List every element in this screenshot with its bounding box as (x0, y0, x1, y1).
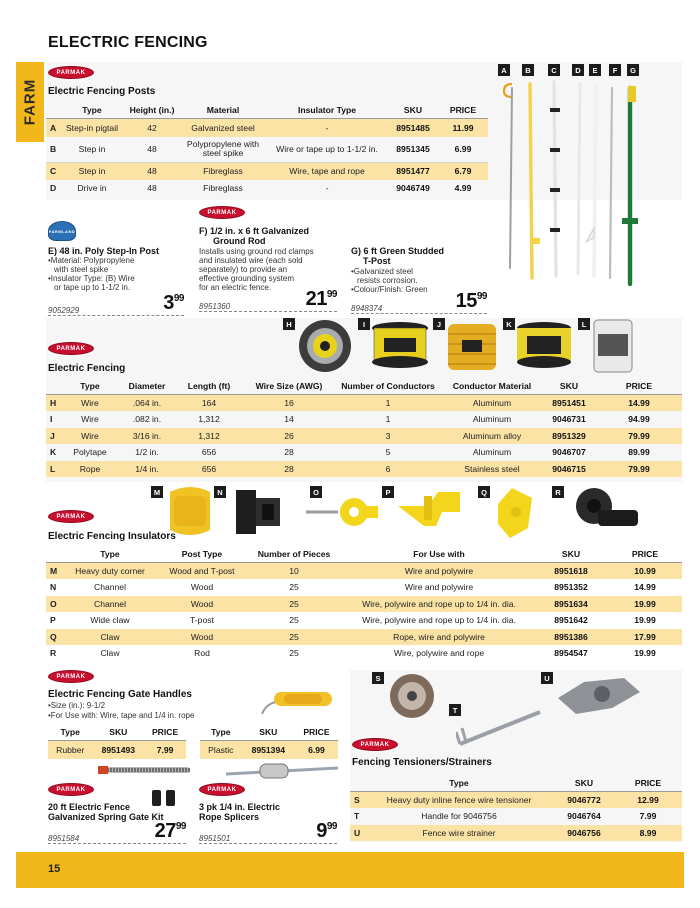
product-gate-kit: 20 ft Electric Fence Galvanized Spring Gate Kit 8951584 $27^{99}$ (48, 802, 186, 843)
farmland-logo: FARMLAND (48, 221, 76, 241)
tensioner-s-image (384, 672, 440, 722)
polytape-k-image (515, 320, 573, 372)
table-row: A Step-in pigtail 42 Galvanized steel - 8951485 11.99 (46, 119, 488, 137)
tensioners-table: Type SKU PRICE S Heavy duty inline fence wire tensioner 9046772 12.99 T Handle for 9046756 9046764 7.99 U Fence wire strainer 9046756 8.99 (350, 775, 682, 841)
insulators-table-wrap (46, 546, 682, 662)
table-row: Q Claw Wood 25 Rope, wire and polywire 8951386 17.99 (46, 629, 682, 646)
parmak-logo: PARMAK (48, 783, 94, 796)
col-material: Material (180, 102, 266, 119)
wide-claw-insulator-p-image (394, 486, 468, 530)
gate-handle-table-right: Type SKU PRICE Plastic 8951394 6.99 (200, 724, 338, 759)
col-type: Type (60, 102, 124, 119)
image-label-p: P (382, 486, 394, 498)
image-label-s: S (372, 672, 384, 684)
page-number: 15 (48, 863, 61, 875)
parmak-logo: PARMAK (352, 738, 398, 751)
col-sku: SKU (388, 102, 438, 119)
image-label-i: I (358, 318, 370, 330)
fencing-table-wrap (46, 378, 682, 477)
product-e: E) 48 in. Poly Step-In Post •Material: Polypropylene with steel spike •Insulator Type: (B) Wire or tape up to 1-1/2 in. 9052929 $3^{99}$ (48, 246, 184, 315)
table-row: P Wide claw T-post 25 Wire, polywire and rope up to 1/4 in. dia. 8951642 19.99 (50, 615, 656, 626)
gate-handle-image (258, 680, 338, 720)
image-label-q: Q (478, 486, 490, 498)
product-f: F) 1/2 in. x 6 ft Galvanized Ground Rod Installs using ground rod clamps and insulated wire (each sold separately) to provide an effective grounding system for an electric fence. 8951360 $21^{99}$ (199, 226, 337, 311)
tensioners-table-wrap (350, 775, 682, 841)
image-label-h: H (283, 318, 295, 330)
table-row: I Wire .082 in. 1,312 14 1 Aluminum 9046731 94.99 (50, 414, 650, 425)
table-row: H Wire .064 in. 164 16 1 Aluminum 8951451 14.99 (46, 395, 682, 412)
image-label-u: U (541, 672, 553, 684)
image-label-t: T (449, 704, 461, 716)
tensioners-section-title: Fencing Tensioners/Strainers (352, 757, 492, 768)
col-height: Height (in.) (124, 102, 180, 119)
table-row: L Rope 1/4 in. 656 28 6 Stainless steel 9046715 79.99 (46, 461, 682, 478)
table-row: J Wire 3/16 in. 1,312 26 3 Aluminum alloy 8951329 79.99 (46, 428, 682, 445)
parmak-logo: PARMAK (199, 206, 245, 219)
price-g: $15^{99}$ (455, 290, 487, 312)
posts-section-title: Electric Fencing Posts (48, 86, 156, 97)
claw-insulator-q-image (490, 484, 540, 542)
price-e: $3^{99}$ (163, 292, 184, 314)
table-row: U Fence wire strainer 9046756 8.99 (350, 825, 682, 842)
rope-l-image (592, 318, 634, 374)
fence-posts-illustration (488, 78, 648, 288)
gate-handle-table-left: Type SKU PRICE Rubber 8951493 7.99 (48, 724, 186, 759)
fencing-section-title: Electric Fencing (48, 363, 126, 374)
posts-table-wrap (46, 102, 488, 197)
product-g: G) 6 ft Green Studded T-Post •Galvanized steel resists corrosion. •Colour/Finish: Green 8948374 $15^{99}$ (351, 246, 487, 313)
table-row: N Channel Wood 25 Wire and polywire 8951352 14.99 (50, 582, 656, 593)
price-f: $21^{99}$ (305, 288, 337, 310)
image-label-j: J (433, 318, 445, 330)
table-row: S Heavy duty inline fence wire tensioner 9046772 12.99 (350, 792, 682, 809)
claw-insulator-r-image (564, 484, 644, 540)
parmak-logo: PARMAK (48, 510, 94, 523)
rope-splicer-image (226, 760, 338, 782)
image-label-a: A (498, 64, 510, 76)
image-label-f: F (609, 64, 621, 76)
page-footer (16, 852, 684, 888)
image-label-o: O (310, 486, 322, 498)
section-tab-farm: FARM (16, 62, 44, 142)
table-row: B Step in 48 Polypropylene with steel spike Wire or tape up to 1-1/2 in. 8951345 6.99 (46, 137, 488, 163)
strainer-u-image (552, 672, 644, 720)
channel-insulator-n-image (226, 484, 286, 540)
image-label-m: M (151, 486, 163, 498)
wire-spool-h-image (296, 318, 354, 374)
product-splicers: 3 pk 1/4 in. Electric Rope Splicers 8951501 $9^{99}$ (199, 802, 337, 843)
insulators-section-title: Electric Fencing Insulators (48, 531, 176, 542)
image-label-k: K (503, 318, 515, 330)
table-row: O Channel Wood 25 Wire, polywire and rope up to 1/4 in. dia. 8951634 19.99 (46, 596, 682, 613)
table-row: K Polytape 1/2 in. 656 28 5 Aluminum 9046707 89.99 (50, 447, 650, 458)
posts-table (46, 102, 488, 197)
parmak-logo: PARMAK (48, 66, 94, 79)
wire-spool-i-image (370, 320, 430, 372)
image-label-n: N (214, 486, 226, 498)
polywire-j-image (446, 320, 498, 374)
image-label-c: C (548, 64, 560, 76)
image-label-d: D (572, 64, 584, 76)
gate-handles-title: Electric Fencing Gate Handles (48, 689, 192, 700)
table-row: M Heavy duty corner Wood and T-post 10 Wire and polywire 8951618 10.99 (46, 563, 682, 580)
parmak-logo: PARMAK (48, 670, 94, 683)
table-row: T Handle for 9046756 9046764 7.99 (354, 811, 657, 822)
col-insulator: Insulator Type (266, 102, 388, 119)
channel-insulator-o-image (304, 494, 380, 528)
parmak-logo: PARMAK (48, 342, 94, 355)
fencing-table: Type Diameter Length (ft) Wire Size (AWG) Number of Conductors Conductor Material SKU PRICE H Wire .064 in. 164 16 1 Aluminum 8951451 14.99 I Wire .082 in. 1,312 14 1 Aluminum 9046731 94.99 J Wire 3/16 in. 1,312 26 3 Aluminum alloy 8951329 79.99 K Polytape 1/2 in. 656 28 5 Aluminum 9046707 89.99 L Rope 1/4 in. 656 28 6 Stainless steel 9046715 79.99 (46, 378, 682, 477)
image-label-b: B (522, 64, 534, 76)
table-row: Rubber 8951493 7.99 (48, 741, 186, 759)
price-splicers: $9^{99}$ (316, 820, 337, 842)
image-label-l: L (578, 318, 590, 330)
page-title: ELECTRIC FENCING (48, 34, 208, 51)
parmak-logo: PARMAK (199, 783, 245, 796)
handle-t-image (456, 706, 546, 750)
image-label-r: R (552, 486, 564, 498)
image-label-e: E (589, 64, 601, 76)
image-label-g: G (627, 64, 639, 76)
spring-gate-kit-image (96, 762, 192, 778)
table-row: C Step in 48 Fibreglass Wire, tape and rope 8951477 6.79 (46, 163, 488, 180)
price-gate-kit: $27^{99}$ (154, 820, 186, 842)
table-row: D Drive in 48 Fibreglass - 9046749 4.99 (50, 183, 472, 193)
col-price: PRICE (438, 102, 488, 119)
table-row: R Claw Rod 25 Wire, polywire and rope 8954547 19.99 (50, 648, 656, 659)
insulators-table: Type Post Type Number of Pieces For Use with SKU PRICE M Heavy duty corner Wood and T-post 10 Wire and polywire 8951618 10.99 N Channel Wood 25 Wire and polywire 8951352 14.99 O Channel Wood 25 Wire, polywire and rope up to 1/4 in. dia. 8951634 19.99 P Wide claw T-post 25 Wire, polywire and rope up to 1/4 in. dia. 8951642 19.99 Q Claw Wood 25 Rope, wire and polywire 8951386 17.99 R Claw Rod 25 Wire, polywire and rope 8954547 19.99 (46, 546, 682, 662)
table-row: Plastic 8951394 6.99 (200, 741, 338, 759)
